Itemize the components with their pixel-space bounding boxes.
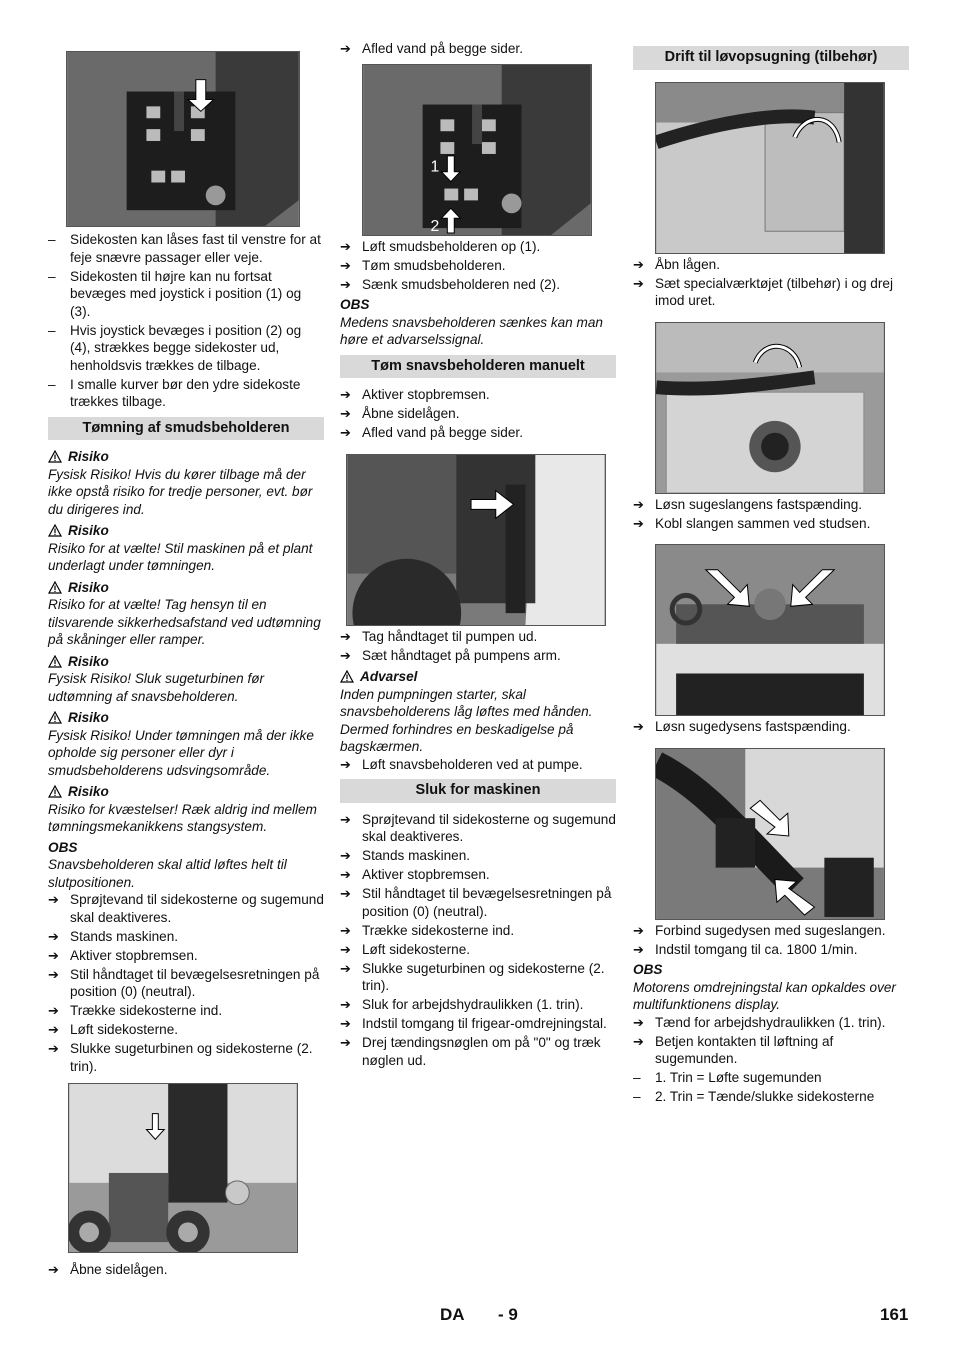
step-item: ➔ Trække sidekosterne ind. [48,1002,324,1020]
steps-list [340,756,616,774]
risk-text: Fysisk Risiko! Sluk sugeturbinen før udtømning af snavsbeholderen. [48,671,265,704]
warning-icon [48,581,62,594]
step-item: ➔ Løft smudsbeholderen op (1). [340,238,616,256]
warning-icon [48,711,62,724]
risk-title: Risiko [68,653,109,669]
steps-list [48,891,324,1075]
step-item: ➔ Indstil tomgang til ca. 1800 1/min. [633,941,909,959]
steps-list [340,238,616,294]
steps-list [633,256,909,310]
section-heading: Tøm snavsbeholderen manuelt [340,355,616,379]
obs-text: Medens snavsbeholderen sænkes kan man høre et advarselssignal. [340,314,603,347]
step-item: ➔ Afled vand på begge sider. [340,40,616,58]
step-item: ➔ Åbne sidelågen. [48,1261,324,1279]
step-item: ➔ Løsn sugedysens fastspænding. [633,718,909,736]
risk-block [48,448,324,518]
risk-text: Fysisk Risiko! Under tømningen må der ikke opholde sig personer eller dyr i smudsbeholderens udsvingsområde. [48,727,314,778]
step-item: ➔ Sprøjtevand til sidekosterne og sugemund skal deaktiveres. [48,891,324,926]
step-item: ➔ Tænd for arbejdshydraulikken (1. trin). [633,1014,909,1032]
obs-text: Motorens omdrejningstal kan opkaldes over multifunktionens display. [633,979,896,1012]
warning-text: Inden pumpningen starter, skal snavsbeholderens låg løftes med hånden. Dermed forhindres en beskadigelse på bagskærmen. [340,686,593,754]
hose-illustration [656,323,884,493]
nozzle-illustration [656,545,884,715]
column-1 [48,38,324,1280]
list-item: – Sidekosten til højre kan nu fortsat bevæges med joystick i position (1) og (3). [48,268,324,321]
footer-section-page: - 9 [498,1305,518,1324]
column-2 [340,38,616,1071]
column-3 [633,38,909,1107]
risk-title: Risiko [68,579,109,595]
step-item: ➔ Stil håndtaget til bevægelsesretningen på position (0) (neutral). [340,885,616,920]
step-item: ➔ Kobl slangen sammen ved studsen. [633,515,909,533]
pump-illustration [347,455,605,625]
risk-block [48,522,324,575]
risk-title: Risiko [68,710,109,725]
step-item: ➔ Sprøjtevand til sidekosterne og sugemund skal deaktiveres. [340,811,616,846]
step-item: ➔ Trække sidekosterne ind. [340,922,616,940]
section-heading: Tømning af smudsbeholderen [48,417,324,441]
steps-list [340,386,616,442]
list-item: – 2. Trin = Tænde/slukke sidekosterne [633,1088,909,1106]
steps-list [633,922,909,959]
step-item: ➔ Aktiver stopbremsen. [340,866,616,884]
risk-title: Risiko [68,449,109,464]
step-item: ➔ Tag håndtaget til pumpen ud. [340,628,616,646]
steps-list [48,1261,324,1279]
steps-list [633,1014,909,1068]
obs-label: OBS [340,297,370,312]
step-item: ➔ Slukke sugeturbinen og sidekosterne (2. trin). [48,1040,324,1075]
step-item: ➔ Løft sidekosterne. [48,1021,324,1039]
warning-icon [48,450,62,463]
risk-block [48,709,324,779]
risk-block [48,783,324,836]
img-label-1: 1 [430,158,440,176]
warning-icon [48,524,62,537]
warning-icon [340,670,354,683]
risk-title: Risiko [68,523,109,538]
step-item: ➔ Stands maskinen. [48,928,324,946]
nozzle-connect-photo [655,748,885,920]
list-item: – Hvis joystick bevæges i position (2) og (4), strækkes begge sidekoster ud, henholdsvis trækkes de tilbage. [48,322,324,375]
warning-title: Advarsel [360,669,418,684]
step-item: ➔ Aktiver stopbremsen. [48,947,324,965]
joystick-lift-illustration [363,65,591,235]
warning-icon [48,655,62,668]
obs-label: OBS [633,962,663,977]
risk-text: Risiko for kvæstelser! Ræk aldrig ind mellem tømningsmekanikkens stangsystem. [48,801,317,834]
nozzle-photo [655,544,885,716]
steps-list [340,811,616,1070]
step-item: ➔ Åbn lågen. [633,256,909,274]
step-item: ➔ Åbne sidelågen. [340,405,616,423]
lid-illustration [656,83,884,253]
step-item: ➔ Aktiver stopbremsen. [340,386,616,404]
sidekost-list [48,231,324,411]
step-item: ➔ Løft sidekosterne. [340,941,616,959]
trin-list [633,1069,909,1106]
risk-block [48,653,324,706]
footer-page-number: 161 [880,1305,909,1324]
obs-text: Snavsbeholderen skal altid løftes helt til slutpositionen. [48,857,287,890]
step-item: ➔ Løsn sugeslangens fastspænding. [633,496,909,514]
steps-list [340,628,616,665]
hose-photo [655,322,885,494]
steps-list [633,718,909,736]
step-item: ➔ Sæt specialværktøjet (tilbehør) i og drej imod uret. [633,275,909,310]
joystick-panel-photo [66,51,300,227]
risk-text: Fysisk Risiko! Hvis du kører tilbage må der ikke opstå risiko for tredje personer, evt. bør du dirigeres ind. [48,466,313,517]
risk-block [48,579,324,649]
steps-list [633,496,909,533]
step-item: ➔ Sæt håndtaget på pumpens arm. [340,647,616,665]
lid-photo [655,82,885,254]
side-door-illustration [69,1084,297,1252]
obs-label: OBS [48,839,78,855]
list-item: – I smalle kurver bør den ydre sidekoste trækkes tilbage. [48,376,324,411]
footer-language: DA [440,1305,465,1324]
section-heading: Sluk for maskinen [340,779,616,803]
step-item: ➔ Stands maskinen. [340,847,616,865]
step-item: ➔ Løft snavsbeholderen ved at pumpe. [340,756,616,774]
step-item: ➔ Sænk smudsbeholderen ned (2). [340,276,616,294]
joystick-panel-illustration [67,52,299,226]
step-item: ➔ Drej tændingsnøglen om på "0" og træk nøglen ud. [340,1034,616,1069]
steps-list [340,40,616,58]
side-door-photo [68,1083,298,1253]
step-item: ➔ Betjen kontakten til løftning af sugemunden. [633,1033,909,1068]
nozzle-connect-illustration [656,749,884,919]
section-heading: Drift til løvopsugning (tilbehør) [633,46,909,70]
step-item: ➔ Forbind sugedysen med sugeslangen. [633,922,909,940]
risk-text: Risiko for at vælte! Tag hensyn til en tilsvarende sikkerhedsafstand ved udtømning på skåninger eller ramper. [48,597,321,647]
pump-photo [346,454,606,626]
joystick-lift-photo [362,64,592,236]
step-item: ➔ Slukke sugeturbinen og sidekosterne (2. trin). [340,960,616,995]
risk-text: Risiko for at vælte! Stil maskinen på et plant underlagt under tømningen. [48,540,313,573]
list-item: – Sidekosten kan låses fast til venstre for at feje snævre passager eller veje. [48,231,324,266]
img-label-2: 2 [430,217,440,235]
step-item: ➔ Indstil tomgang til frigear-omdrejningstal. [340,1015,616,1033]
warning-icon [48,785,62,798]
step-item: ➔ Stil håndtaget til bevægelsesretningen på position (0) (neutral). [48,966,324,1001]
list-item: – 1. Trin = Løfte sugemunden [633,1069,909,1087]
step-item: ➔ Sluk for arbejdshydraulikken (1. trin). [340,996,616,1014]
risk-title: Risiko [68,784,109,799]
step-item: ➔ Afled vand på begge sider. [340,424,616,442]
step-item: ➔ Tøm smudsbeholderen. [340,257,616,275]
